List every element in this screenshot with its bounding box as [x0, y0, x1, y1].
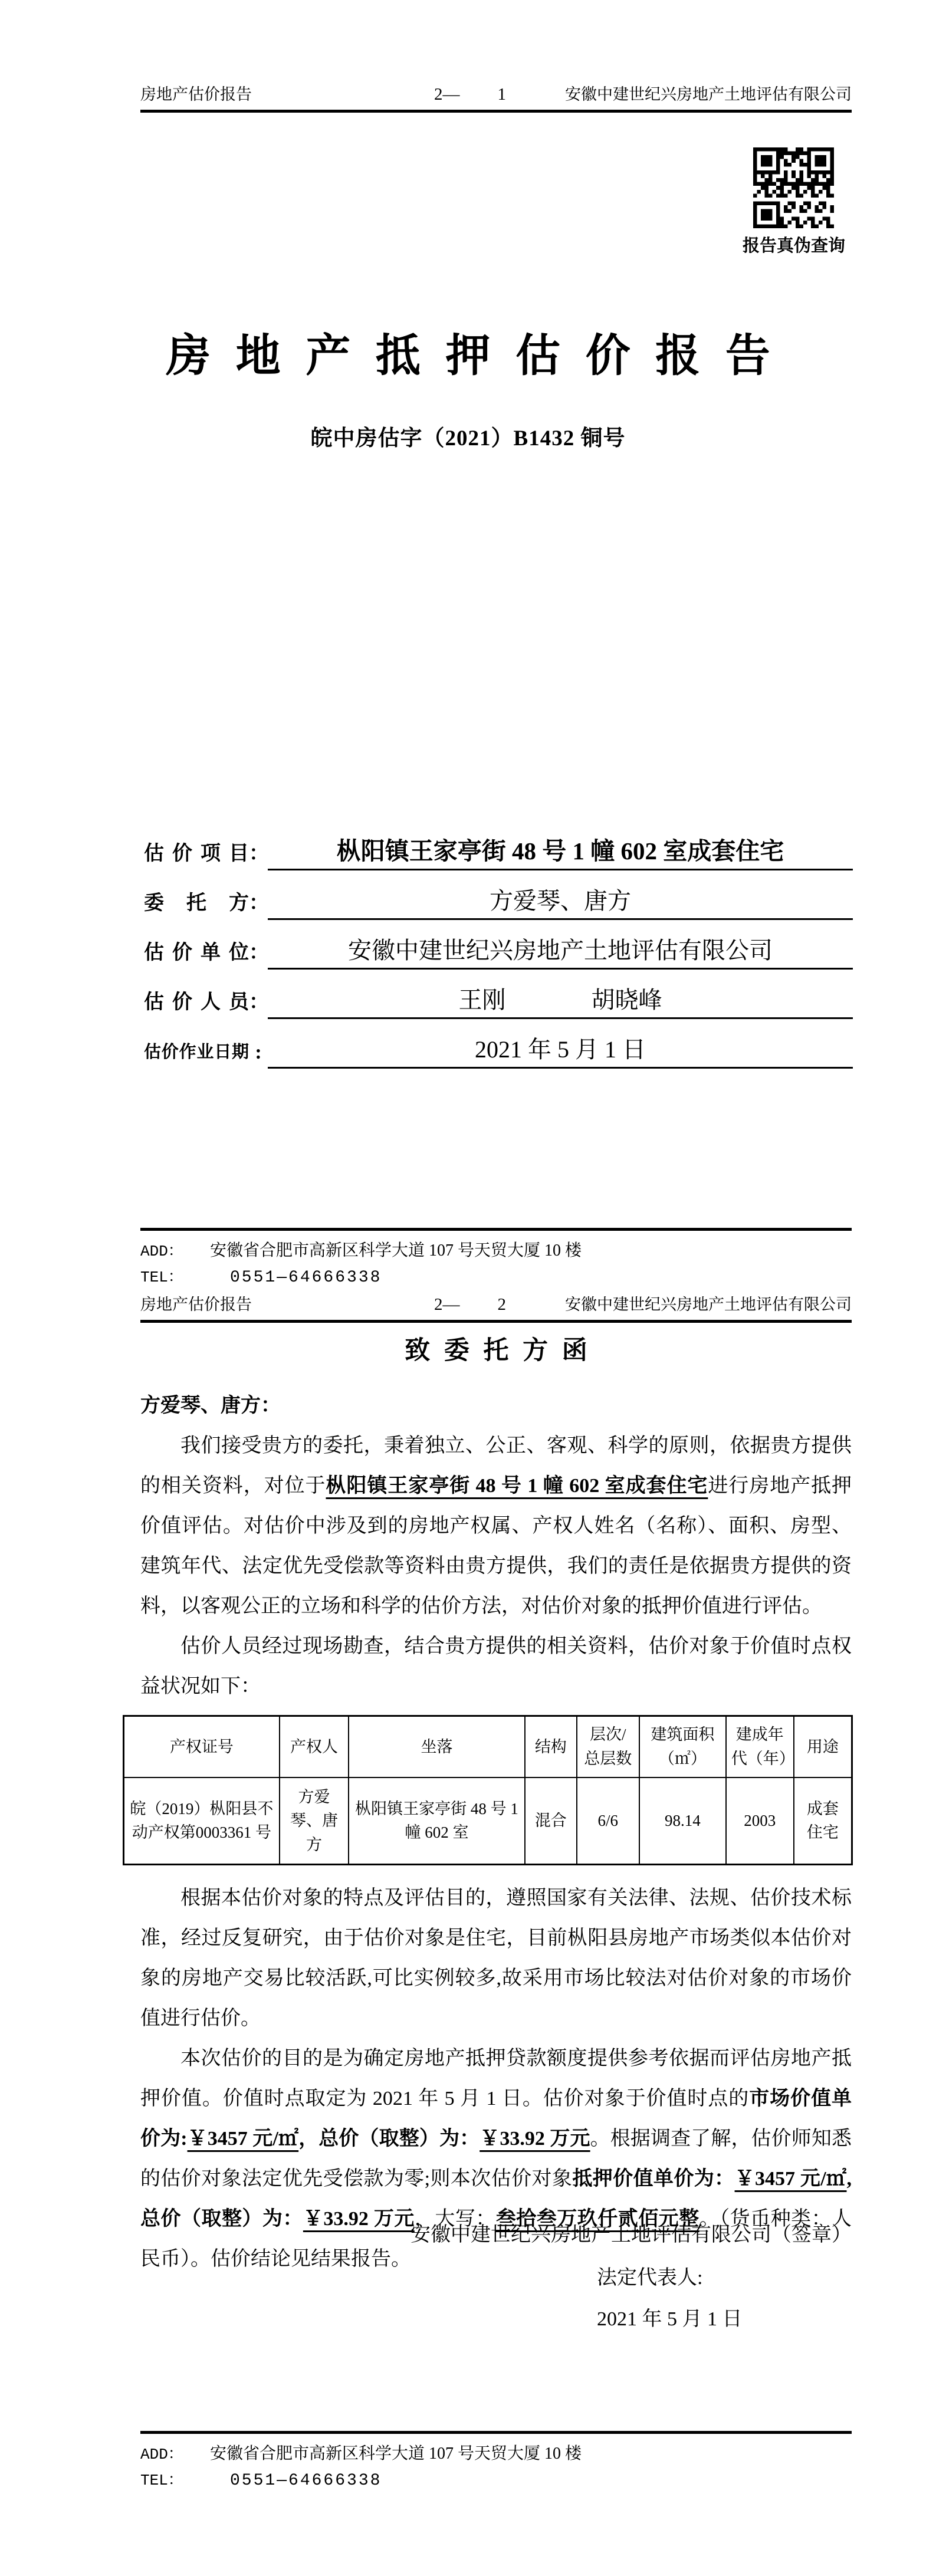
address-text: 安徽省合肥市高新区科学大道 107 号天贸大厦 10 楼 — [210, 2444, 582, 2463]
add-label: ADD： — [140, 1243, 183, 1260]
table-header-cell: 层次/总层数 — [577, 1716, 639, 1777]
page-number: 2 — [497, 1295, 506, 1314]
field-row-appraisers — [144, 970, 853, 1019]
tel-label: TEL： — [140, 2472, 183, 2489]
appraiser-name: 王刚 — [458, 987, 506, 1013]
table-header-cell: 建成年代（年） — [726, 1716, 794, 1777]
table-cell-structure: 混合 — [525, 1777, 577, 1865]
table-header-cell: 结构 — [525, 1716, 577, 1777]
property-rights-table — [123, 1715, 853, 1865]
field-label: 估价项目 — [144, 843, 249, 865]
field-colon: ： — [249, 942, 269, 964]
header-company-name: 安徽中建世纪兴房地产土地评估有限公司 — [565, 86, 852, 103]
mortgage-unit-price: ￥3457 元/㎡ — [734, 2168, 847, 2190]
letter-body — [130, 1386, 852, 2279]
field-label: 估价作业日期 — [144, 1043, 249, 1062]
table-header-cell: 用途 — [794, 1716, 852, 1777]
page1-footer — [140, 1228, 852, 1290]
field-row-date — [144, 1019, 853, 1069]
tel-line — [140, 2469, 852, 2493]
subject-property-text: 枞阳镇王家亭街 48 号 1 幢 602 室成套住宅 — [326, 1475, 708, 1497]
table-cell-floor: 6/6 — [577, 1777, 639, 1865]
mortgage-total-price: ￥33.92 万元 — [303, 2208, 415, 2230]
paragraph-engagement: 我们接受贵方的委托，秉着独立、公正、客观、科学的原则，依据贵方提供的相关资料，对位于枞阳镇王家亭街 48 号 1 幢 602 室成套住宅进行房地产抵押价值评估。对估价中涉及到的房地产权属、产权人姓名（名称）、面积、房型、建筑年代、法定优先受偿款等资料由贵方提供，我们的责任是依据贵方提供的资料，以客观公正的立场和科学的估价方法，对估价对象的抵押价值进行评估。 — [140, 1435, 852, 1617]
paragraph-method: 根据本估价对象的特点及评估目的，遵照国家有关法律、法规、估价技术标准，经过反复研究，由于估价对象是住宅，目前枞阳县房地产市场类似本估价对象的房地产交易比较活跃,可比实例较多,故采用市场比较法对估价对象的市场价值进行估价。 — [140, 1887, 852, 2029]
qr-code — [753, 147, 834, 228]
salutation: 方爱琴、唐方： — [140, 1395, 281, 1417]
page2-footer — [140, 2431, 852, 2493]
market-total-price: ￥33.92 万元 — [480, 2128, 590, 2150]
field-value-project: 枞阳镇王家亭街 48 号 1 幢 602 室成套住宅 — [268, 832, 853, 870]
table-header-cell: 建筑面积（㎡） — [639, 1716, 726, 1777]
table-header-cell: 产权证号 — [124, 1716, 280, 1777]
paragraph-valuation: 本次估价的目的是为确定房地产抵押贷款额度提供参考依据而评估房地产抵押价值。价值时点取定为 2021 年 5 月 1 日。估价对象于价值时点的市场价值单价为:￥3457 元/㎡，总价（取整）为：￥33.92 万元。根据调查了解，估价师知悉的估价对象法定优先受偿款为零;则本次估价对象抵押价值单价为：￥3457 元/㎡,总价（取整）为：￥33.92 万元，大写：叁拾叁万玖仟贰佰元整。（货币种类：人民币）。估价结论见结果报告。 — [140, 2048, 852, 2270]
field-value-client: 方爱琴、唐方 — [268, 882, 853, 920]
signature-date: 2021 年 5 月 1 日 — [597, 2308, 743, 2330]
page1-running-header — [140, 83, 852, 113]
appraiser-name: 胡晓峰 — [591, 987, 662, 1013]
field-row-client — [144, 870, 853, 920]
header-doc-type: 房地产估价报告 — [140, 1296, 252, 1313]
market-unit-price: ￥3457 元/㎡ — [187, 2128, 299, 2150]
table-cell-cert-no: 皖（2019）枞阳县不动产权第0003361 号 — [124, 1777, 280, 1865]
address-line — [140, 2442, 852, 2466]
field-colon: ： — [249, 843, 269, 865]
table-cell-use: 成套住宅 — [794, 1777, 852, 1865]
field-label: 估价人员 — [144, 991, 249, 1013]
signature-company: 安徽中建世纪兴房地产土地评估有限公司（签章） — [410, 2224, 852, 2246]
report-number: 皖中房估字（2021）B1432 铜号 — [310, 426, 626, 451]
table-header-row — [124, 1716, 852, 1777]
table-cell-area: 98.14 — [639, 1777, 726, 1865]
address-line — [140, 1239, 852, 1263]
page-prefix: 2— — [434, 85, 460, 104]
field-colon: ： — [249, 892, 269, 914]
field-colon: ： — [249, 991, 269, 1013]
cover-fields — [144, 821, 853, 1069]
header-company-name: 安徽中建世纪兴房地产土地评估有限公司 — [565, 1296, 852, 1313]
paragraph-inspection: 估价人员经过现场勘查，结合贵方提供的相关资料，估价对象于价值时点权益状况如下： — [140, 1635, 852, 1697]
field-label: 委托方 — [144, 892, 249, 914]
amount-in-words: 叁拾叁万玖仟贰佰元整 — [495, 2208, 699, 2230]
qr-caption: 报告真伪查询 — [742, 236, 845, 255]
table-row — [124, 1777, 852, 1865]
legal-representative-label: 法定代表人: — [597, 2267, 703, 2289]
page-number: 1 — [497, 85, 506, 104]
table-cell-location: 枞阳镇王家亭街 48 号 1 幢 602 室 — [349, 1777, 525, 1865]
tel-line — [140, 1266, 852, 1290]
letter-title: 致委托方函 — [405, 1337, 602, 1365]
table-header-cell: 坐落 — [349, 1716, 525, 1777]
field-label: 估价单位 — [144, 942, 249, 964]
tel-label: TEL： — [140, 1269, 183, 1286]
page-prefix: 2— — [434, 1295, 460, 1314]
report-title: 房地产抵押估价报告 — [166, 331, 796, 381]
field-colon: : — [255, 1041, 262, 1063]
page1-page-indicator — [434, 83, 506, 106]
table-header-cell: 产权人 — [280, 1716, 349, 1777]
field-value-appraisers — [268, 981, 853, 1019]
field-row-project — [144, 821, 853, 870]
tel-number: 0551—64666338 — [230, 2472, 382, 2490]
table-cell-year: 2003 — [726, 1777, 794, 1865]
field-row-agency — [144, 920, 853, 970]
address-text: 安徽省合肥市高新区科学大道 107 号天贸大厦 10 楼 — [210, 1241, 582, 1260]
field-value-date: 2021 年 5 月 1 日 — [268, 1031, 853, 1069]
table-cell-owner: 方爱琴、唐方 — [280, 1777, 349, 1865]
header-doc-type: 房地产估价报告 — [140, 86, 252, 103]
add-label: ADD： — [140, 2446, 183, 2463]
tel-number: 0551—64666338 — [230, 1269, 382, 1287]
field-value-agency: 安徽中建世纪兴房地产土地评估有限公司 — [268, 932, 853, 970]
page2-running-header — [140, 1293, 852, 1323]
page2-page-indicator — [434, 1293, 506, 1316]
